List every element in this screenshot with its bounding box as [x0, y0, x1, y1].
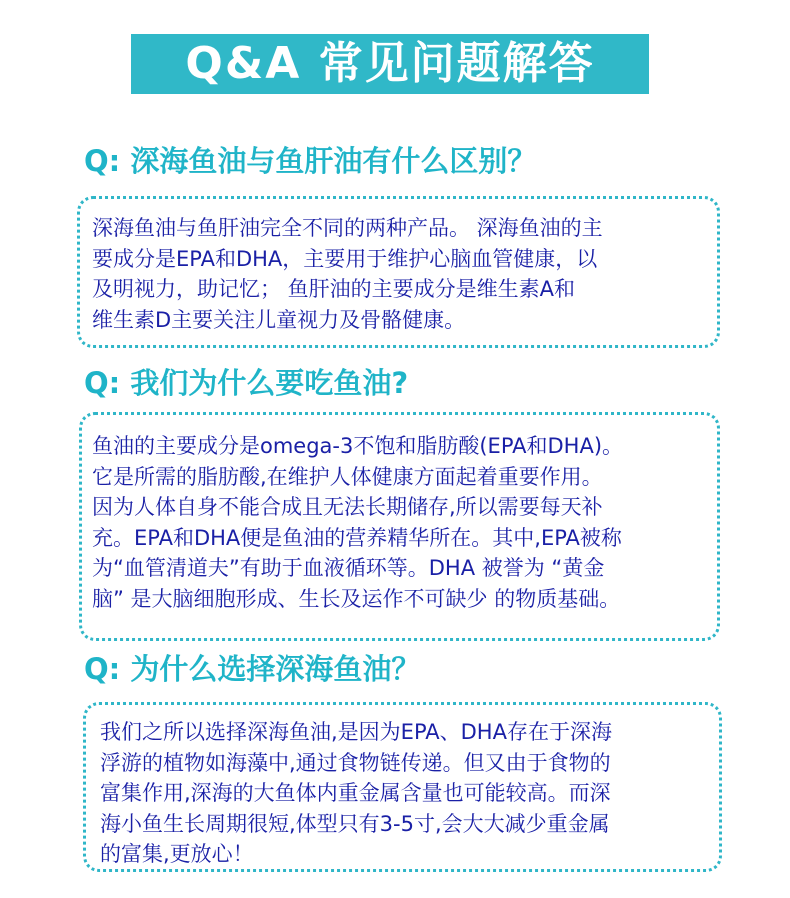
answer-2-line-5: 为“血管清道夫”有助于血液循环等。DHA 被誉为 “黄金: [92, 556, 605, 580]
answer-2-line-4: 充。EPA和DHA便是鱼油的营养精华所在。其中,EPA被称: [92, 525, 622, 550]
answer-2-line-6: 脑” 是大脑细胞形成、生长及运作不可缺少 的物质基础。: [92, 586, 621, 611]
answer-box-1: [77, 196, 720, 348]
answer-1-line-2: 要成分是EPA和DHA，主要用于维护心脑血管健康，以: [92, 246, 598, 271]
answer-1-line-4: 维生素D主要关注儿童视力及骨骼健康。: [92, 307, 466, 332]
question-3: Q: 为什么选择深海鱼油？: [84, 652, 421, 686]
question-2: Q: 我们为什么要吃鱼油?: [84, 366, 409, 400]
answer-text-1: [80, 199, 717, 335]
answer-3-line-5: 的富集,更放心！: [100, 842, 254, 866]
answer-2-line-2: 它是所需的脂肪酸,在维护人体健康方面起着重要作用。: [92, 464, 603, 489]
answer-3-line-3: 富集作用,深海的大鱼体内重金属含量也可能较高。而深: [100, 781, 611, 805]
answer-box-2: [79, 412, 720, 641]
answer-2-line-3: 因为人体自身不能合成且无法长期储存,所以需要每天补: [92, 495, 603, 519]
answer-text-2: [82, 415, 717, 614]
page-title: Q&A 常见问题解答: [185, 38, 595, 89]
answer-1-line-3: 及明视力，助记忆； 鱼肝油的主要成分是维生素A和: [92, 277, 576, 301]
answer-box-3: [83, 702, 722, 872]
answer-2-line-1: 鱼油的主要成分是omega-3不饱和脂肪酸(EPA和DHA)。: [92, 434, 624, 458]
title-banner: [131, 34, 649, 94]
answer-3-line-4: 海小鱼生长周期很短,体型只有3-5寸,会大大减少重金属: [100, 811, 610, 836]
answer-3-line-2: 浮游的植物如海藻中,通过食物链传递。但又由于食物的: [100, 750, 611, 775]
question-1: Q: 深海鱼油与鱼肝油有什么区别？: [84, 144, 537, 178]
answer-3-line-1: 我们之所以选择深海鱼油,是因为EPA、DHA存在于深海: [100, 720, 612, 744]
answer-1-line-1: 深海鱼油与鱼肝油完全不同的两种产品。 深海鱼油的主: [92, 216, 603, 240]
answer-text-3: [86, 705, 719, 870]
